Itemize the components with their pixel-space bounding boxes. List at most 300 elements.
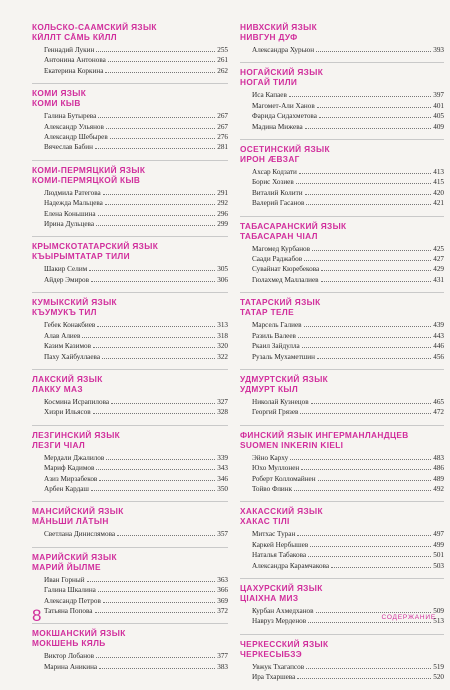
section-divider <box>32 425 228 426</box>
section-divider <box>32 83 228 84</box>
dot-leader <box>305 194 432 195</box>
author-name: Ира Тхаршева <box>252 673 296 682</box>
page-ref: 267 <box>217 122 228 131</box>
author-name: Марсель Галиев <box>252 321 302 330</box>
page-ref: 483 <box>433 453 444 462</box>
section-divider <box>240 292 444 293</box>
dot-leader <box>310 546 431 547</box>
author-name: Рузаль Мухаметшин <box>252 352 315 361</box>
author-name: Александра Хурьюн <box>252 46 315 54</box>
section-heading-native: ИРОН ÆВЗАГ <box>240 154 300 165</box>
section-divider <box>240 501 444 502</box>
toc-entry[interactable] <box>32 142 228 152</box>
toc-section <box>32 623 228 672</box>
section-heading-native: НОГАЙ ТИЛИ <box>240 77 298 88</box>
toc-section <box>32 547 228 617</box>
author-name: Ркаил Зайдулла <box>252 342 300 351</box>
toc-section <box>32 292 228 362</box>
entry-list <box>32 397 228 418</box>
page-ref: 357 <box>217 530 228 539</box>
page-ref: 339 <box>217 453 228 462</box>
section-divider <box>240 425 444 426</box>
page-ref: 413 <box>433 168 444 177</box>
author-name: Николай Кузнецов <box>252 397 309 406</box>
toc-entry[interactable] <box>32 341 228 351</box>
dot-leader <box>317 358 431 359</box>
toc-entry[interactable] <box>240 540 444 550</box>
page-ref: 439 <box>433 321 444 330</box>
section-heading-native: НИВГУН ДУФ <box>240 32 298 42</box>
toc-entry[interactable] <box>240 474 444 484</box>
section-heading-native: КОМИ КЫВ <box>32 98 81 109</box>
section-heading-native: ТАТАР ТЕЛЕ <box>240 307 294 318</box>
toc-section <box>240 139 444 209</box>
section-heading: НОГАЙСКИЙ ЯЗЫК <box>240 67 324 78</box>
author-name: Александр Ульянов <box>44 122 104 131</box>
author-name: Юхо Муллонен <box>252 464 300 473</box>
toc-section <box>32 501 228 539</box>
page-ref: 346 <box>217 474 228 483</box>
entry-list <box>240 90 444 132</box>
entry-list <box>32 264 228 285</box>
author-name: Тойво Флинк <box>252 484 293 493</box>
entry-list <box>240 320 444 362</box>
dot-leader <box>103 194 216 195</box>
toc-entry[interactable] <box>240 453 444 463</box>
author-name: Митхас Туран <box>252 530 296 539</box>
toc-entry[interactable] <box>240 341 444 351</box>
entry-list <box>240 167 444 209</box>
author-name: Александр Петров <box>44 596 101 605</box>
section-heading: КРЫМСКОТАТАРСКИЙ ЯЗЫК <box>32 241 159 252</box>
page-ref: 306 <box>217 275 228 284</box>
toc-column-right <box>240 22 444 690</box>
toc-entry[interactable] <box>240 484 444 494</box>
dot-leader <box>96 469 215 470</box>
toc-section <box>240 22 444 55</box>
toc-entry[interactable] <box>32 484 228 494</box>
page-ref: 401 <box>433 101 444 110</box>
section-divider <box>32 236 228 237</box>
section-divider <box>32 547 228 548</box>
author-name: Гюлахмед Маллалиев <box>252 275 319 284</box>
section-heading-native: ТАБАСАРАН ЧІАЛ <box>240 230 318 241</box>
section-heading-native: ЧЕРКЕСЫБЗЭ <box>240 648 303 659</box>
page-ref: 501 <box>433 551 444 560</box>
page-ref: 429 <box>433 265 444 274</box>
dot-leader <box>96 657 215 658</box>
dot-leader <box>304 326 432 327</box>
toc-section <box>240 634 444 683</box>
section-heading: МАРИЙСКИЙ ЯЗЫК <box>32 551 117 562</box>
dot-leader <box>300 413 431 414</box>
author-name: Татьяна Попова <box>44 606 93 615</box>
section-heading-native: КӢЛЛТ СА̄МЬ КӢЛЛ <box>32 32 117 42</box>
author-name: Ахсар Кодзати <box>252 168 297 177</box>
page-ref: 363 <box>217 575 228 584</box>
toc-entry[interactable] <box>240 561 444 571</box>
section-divider <box>240 139 444 140</box>
section-divider <box>240 62 444 63</box>
toc-entry[interactable] <box>240 397 444 407</box>
page-ref: 292 <box>217 199 228 208</box>
page-ref: 456 <box>433 352 444 361</box>
dot-leader <box>82 337 215 338</box>
dot-leader <box>306 668 431 669</box>
entry-list <box>32 453 228 495</box>
entry-list <box>32 111 228 153</box>
author-name: Наталья Табакова <box>252 551 307 560</box>
entry-list <box>240 45 444 55</box>
page-ref: 446 <box>433 342 444 351</box>
author-name: Разиль Валеев <box>252 331 296 340</box>
dot-leader <box>308 622 431 623</box>
dot-leader <box>103 602 215 603</box>
entry-list <box>32 45 228 76</box>
section-heading: КУМЫКСКИЙ ЯЗЫК <box>32 297 117 308</box>
author-name: Магомет-Али Ханов <box>252 101 315 110</box>
dot-leader <box>319 117 431 118</box>
page-ref: 425 <box>433 244 444 253</box>
section-heading-native: ХАКАС ТІЛІ <box>240 516 290 527</box>
toc-column-left <box>32 22 228 679</box>
dot-leader <box>96 225 215 226</box>
author-name: Виталий Колити <box>252 188 303 197</box>
section-heading-native: КОМИ-ПЕРМЯЦКОЙ КЫВ <box>32 174 141 185</box>
dot-leader <box>304 260 431 261</box>
dot-leader <box>105 72 215 73</box>
section-heading-native: КЪЫРЫМТАТАР ТИЛИ <box>32 251 130 262</box>
author-name: Светлана Динислямова <box>44 530 116 539</box>
author-name: Мердали Джалилов <box>44 453 105 462</box>
author-name: Курбан Ахмедханов <box>252 606 314 615</box>
page-ref: 519 <box>433 662 444 671</box>
page-ref: 420 <box>433 188 444 197</box>
dot-leader <box>289 96 431 97</box>
page-ref: 503 <box>433 561 444 570</box>
toc-entry[interactable] <box>240 550 444 560</box>
section-heading: ЛЕЗГИНСКИЙ ЯЗЫК <box>32 429 121 440</box>
dot-leader <box>93 347 215 348</box>
dot-leader <box>99 480 215 481</box>
author-name: Гебек Конакбиев <box>44 321 96 330</box>
toc-entry[interactable] <box>240 529 444 539</box>
author-name: Айдер Эмиров <box>44 275 89 284</box>
entry-list <box>240 529 444 571</box>
page-ref: 322 <box>217 352 228 361</box>
section-heading-native: МА̄НЬШИ ЛА̄ТЫН <box>32 516 109 527</box>
dot-leader <box>95 148 215 149</box>
toc-section <box>32 236 228 285</box>
page-ref: 513 <box>433 617 444 626</box>
section-heading: ФИНСКИЙ ЯЗЫК ИНГЕРМАНЛАНДЦЕВ <box>240 429 409 440</box>
toc-entry[interactable] <box>240 167 444 177</box>
section-heading-native: УДМУРТ КЫЛ <box>240 383 299 394</box>
toc-entry[interactable] <box>240 407 444 417</box>
toc-entry[interactable] <box>32 407 228 417</box>
author-name: Галина Бутырева <box>44 112 97 121</box>
toc-section <box>240 62 444 132</box>
toc-entry[interactable] <box>240 177 444 187</box>
section-divider <box>240 634 444 635</box>
toc-entry[interactable] <box>240 662 444 672</box>
toc-entry[interactable] <box>240 264 444 274</box>
dot-leader <box>294 490 431 491</box>
dot-leader <box>98 591 215 592</box>
page-ref: 291 <box>217 188 228 197</box>
toc-entry[interactable] <box>240 122 444 132</box>
page-ref: 486 <box>433 464 444 473</box>
dot-leader <box>296 183 431 184</box>
section-heading: КОМИ-ПЕРМЯЦКИЙ ЯЗЫК <box>32 164 146 175</box>
section-heading-native: МОКШЕНЬ КЯЛЬ <box>32 638 106 649</box>
section-heading-native: КЪУМУКЪ ТИЛ <box>32 307 97 318</box>
toc-entry[interactable] <box>240 101 444 111</box>
page-ref: 369 <box>217 596 228 605</box>
author-name: Елена Коньшина <box>44 209 96 218</box>
toc-entry[interactable] <box>240 352 444 362</box>
toc-entry[interactable] <box>32 45 228 55</box>
toc-section <box>240 292 444 362</box>
author-name: Арбен Кардаш <box>44 484 89 493</box>
dot-leader <box>299 173 431 174</box>
page-ref: 343 <box>217 464 228 473</box>
section-heading-native: МАРИЙ ЙЫЛМЕ <box>32 561 101 572</box>
page-ref: 415 <box>433 178 444 187</box>
page-ref: 299 <box>217 220 228 229</box>
toc-entry[interactable] <box>240 45 444 55</box>
page-ref: 499 <box>433 540 444 549</box>
section-heading: ХАКАССКИЙ ЯЗЫК <box>240 506 323 517</box>
section-heading-native: ЛЕЗГИ ЧІАЛ <box>32 439 86 450</box>
author-name: Навруз Мерденов <box>252 617 307 626</box>
section-heading: УДМУРТСКИЙ ЯЗЫК <box>240 373 329 384</box>
page-ref: 276 <box>217 133 228 142</box>
toc-entry[interactable] <box>240 198 444 208</box>
entry-list <box>32 529 228 539</box>
dot-leader <box>302 347 431 348</box>
dot-leader <box>290 459 431 460</box>
toc-entry[interactable] <box>240 188 444 198</box>
author-name: Мариф Кадимов <box>44 464 95 473</box>
toc-entry[interactable] <box>32 55 228 65</box>
dot-leader <box>87 581 216 582</box>
entry-list <box>32 320 228 362</box>
page-ref: 313 <box>217 321 228 330</box>
page-ref: 262 <box>217 66 228 75</box>
dot-leader <box>321 270 431 271</box>
toc-entry[interactable] <box>32 585 228 595</box>
page-ref: 520 <box>433 673 444 682</box>
author-name: Паху Хайбуллаева <box>44 352 101 361</box>
dot-leader <box>117 535 215 536</box>
toc-entry[interactable] <box>240 275 444 285</box>
section-heading: НИВХСКИЙ ЯЗЫК <box>240 22 318 32</box>
author-name: Магомед Курбанов <box>252 244 311 253</box>
toc-entry[interactable] <box>32 209 228 219</box>
section-divider <box>32 160 228 161</box>
toc-entry[interactable] <box>32 219 228 229</box>
toc-entry[interactable] <box>32 596 228 606</box>
page-ref: 281 <box>217 143 228 152</box>
entry-list <box>240 453 444 495</box>
dot-leader <box>297 535 431 536</box>
dot-leader <box>321 281 432 282</box>
entry-list <box>240 662 444 683</box>
section-heading: КОМИ ЯЗЫК <box>32 88 87 99</box>
page-ref: 328 <box>217 408 228 417</box>
author-name: Виктор Лобанов <box>44 652 95 661</box>
author-name: Фарида Сидахметова <box>252 112 317 121</box>
dot-leader <box>91 490 215 491</box>
toc-entry[interactable] <box>32 331 228 341</box>
section-divider <box>32 292 228 293</box>
page-ref: 366 <box>217 586 228 595</box>
toc-entry[interactable] <box>32 463 228 473</box>
toc-section <box>32 425 228 495</box>
page-ref: 443 <box>433 331 444 340</box>
toc-entry[interactable] <box>240 320 444 330</box>
section-heading: МОКШАНСКИЙ ЯЗЫК <box>32 628 126 639</box>
author-name: Эйно Карху <box>252 453 289 462</box>
page-ref: 255 <box>217 46 228 54</box>
dot-leader <box>297 678 431 679</box>
dot-leader <box>318 480 432 481</box>
toc-entry[interactable] <box>240 331 444 341</box>
section-divider <box>240 578 444 579</box>
toc-entry[interactable] <box>32 198 228 208</box>
dot-leader <box>95 612 216 613</box>
section-heading: ЦАХУРСКИЙ ЯЗЫК <box>240 582 323 593</box>
page-ref: 497 <box>433 530 444 539</box>
section-heading: МАНСИЙСКИЙ ЯЗЫК <box>32 506 124 517</box>
page-ref: 409 <box>433 122 444 131</box>
page-ref: 472 <box>433 408 444 417</box>
dot-leader <box>311 403 432 404</box>
author-name: Людмила Ратегова <box>44 188 101 197</box>
toc-entry[interactable] <box>32 111 228 121</box>
author-name: Вячеслав Бабин <box>44 143 93 152</box>
section-divider <box>32 623 228 624</box>
author-name: Александр Шебырев <box>44 133 108 142</box>
toc-entry[interactable] <box>32 66 228 76</box>
dot-leader <box>111 403 215 404</box>
section-divider <box>240 369 444 370</box>
toc-entry[interactable] <box>32 662 228 672</box>
toc-entry[interactable] <box>32 529 228 539</box>
entry-list <box>32 575 228 617</box>
author-name: Александра Карамчакова <box>252 561 330 570</box>
page-ref: 267 <box>217 112 228 121</box>
dot-leader <box>305 128 432 129</box>
page-ref: 327 <box>217 397 228 406</box>
author-name: Валерий Гасанов <box>252 199 305 208</box>
page-ref: 492 <box>433 484 444 493</box>
dot-leader <box>316 612 432 613</box>
dot-leader <box>108 61 215 62</box>
page-ref: 320 <box>217 342 228 351</box>
author-name: Мадина Мижева <box>252 122 303 131</box>
toc-entry[interactable] <box>32 320 228 330</box>
entry-list <box>32 651 228 672</box>
toc-entry[interactable] <box>32 352 228 362</box>
toc-section <box>32 160 228 230</box>
page-number: 8 <box>32 606 42 625</box>
toc-entry[interactable] <box>240 254 444 264</box>
toc-section <box>240 501 444 571</box>
author-name: Ирина Дульцева <box>44 220 95 229</box>
page-ref: 397 <box>433 91 444 100</box>
entry-list <box>240 244 444 286</box>
section-heading-native: SUOMEN INKERIN KIELI <box>240 439 344 450</box>
page-ref: 377 <box>217 652 228 661</box>
toc-entry[interactable] <box>240 111 444 121</box>
toc-entry[interactable] <box>240 672 444 682</box>
toc-entry[interactable] <box>32 397 228 407</box>
section-divider <box>32 369 228 370</box>
dot-leader <box>105 204 215 205</box>
section-heading: ОСЕТИНСКИЙ ЯЗЫК <box>240 144 330 155</box>
author-name: Галина Шкалина <box>44 586 96 595</box>
section-heading: ТАБАСАРАНСКИЙ ЯЗЫК <box>240 220 347 231</box>
dot-leader <box>96 51 215 52</box>
dot-leader <box>106 459 215 460</box>
author-name: Каркей Нербышев <box>252 540 309 549</box>
toc-entry[interactable] <box>32 132 228 142</box>
dot-leader <box>308 556 431 557</box>
page-ref: 305 <box>217 265 228 274</box>
page-ref: 465 <box>433 397 444 406</box>
page-ref: 318 <box>217 331 228 340</box>
author-name: Борис Хозиев <box>252 178 294 187</box>
toc-entry[interactable] <box>240 463 444 473</box>
entry-list <box>240 397 444 418</box>
toc-entry[interactable] <box>32 575 228 585</box>
author-name: Антонина Антонова <box>44 56 106 65</box>
section-divider <box>32 501 228 502</box>
dot-leader <box>331 567 431 568</box>
toc-entry[interactable] <box>32 651 228 661</box>
author-name: Геннадий Лукин <box>44 46 95 54</box>
page-ref: 509 <box>433 606 444 615</box>
toc-entry[interactable] <box>240 244 444 254</box>
toc-entry[interactable] <box>32 264 228 274</box>
toc-entry[interactable] <box>240 90 444 100</box>
toc-entry[interactable] <box>32 474 228 484</box>
author-name: Шакир Селим <box>44 265 88 274</box>
dot-leader <box>110 138 215 139</box>
toc-entry[interactable] <box>32 453 228 463</box>
author-name: Саади Раджабов <box>252 255 303 264</box>
dot-leader <box>99 668 215 669</box>
toc-entry[interactable] <box>32 188 228 198</box>
toc-entry[interactable] <box>32 275 228 285</box>
section-divider <box>240 216 444 217</box>
dot-leader <box>89 270 215 271</box>
toc-section <box>240 216 444 286</box>
author-name: Надежда Мальцева <box>44 199 103 208</box>
author-name: Казим Казимов <box>44 342 92 351</box>
section-heading: КОЛЬСКО-СААМСКИЙ ЯЗЫК <box>32 22 157 32</box>
toc-entry[interactable] <box>32 606 228 616</box>
author-name: Марина Аникина <box>44 662 98 671</box>
toc-entry[interactable] <box>32 122 228 132</box>
dot-leader <box>306 204 431 205</box>
author-name: Увжук Тхагапсов <box>252 662 305 671</box>
author-name: Азиз Мирзабеков <box>44 474 98 483</box>
page-ref: 427 <box>433 255 444 264</box>
dot-leader <box>106 128 215 129</box>
